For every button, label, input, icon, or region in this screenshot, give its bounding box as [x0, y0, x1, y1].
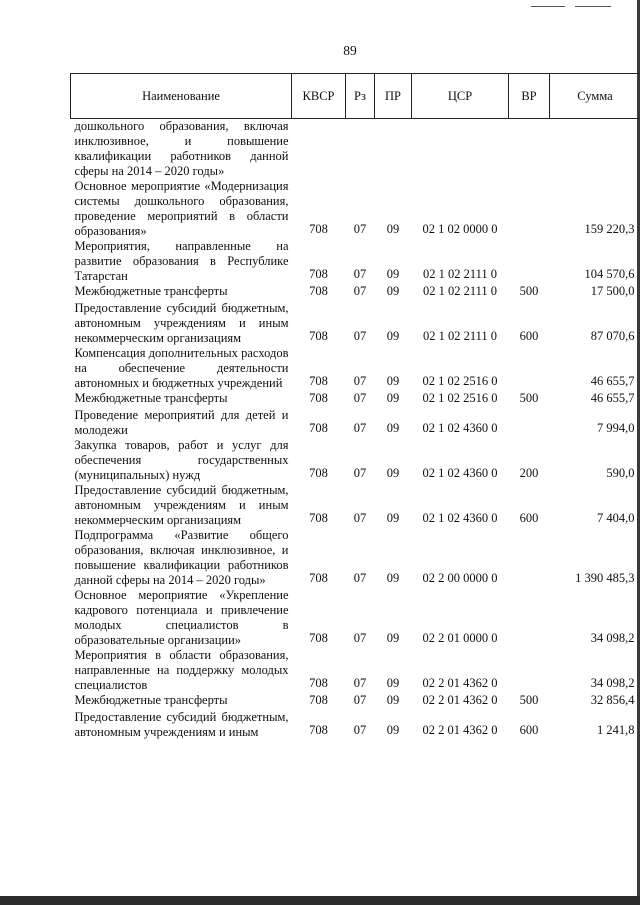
- row-vr: 200: [519, 466, 539, 480]
- row-kvsr: 708: [309, 723, 328, 737]
- row-rz: 07: [353, 723, 367, 737]
- row-name: Основное мероприятие «Модернизация системы дошкольного образования, проведение мероприятий в области образования»: [74, 179, 289, 238]
- row-vr: 500: [519, 693, 539, 707]
- row-vr: [509, 119, 550, 180]
- header-vr: ВР: [509, 74, 550, 119]
- table-row: [71, 239, 640, 284]
- row-csr: [412, 119, 509, 180]
- header-pr: ПР: [375, 74, 412, 119]
- row-rz: 07: [353, 329, 367, 343]
- row-pr: 09: [386, 676, 400, 690]
- row-pr: 09: [386, 222, 400, 236]
- row-name: Проведение мероприятий для детей и молодежи: [74, 408, 289, 437]
- table-row: [71, 284, 640, 301]
- row-pr: 09: [386, 466, 400, 480]
- row-csr: 02 1 02 0000 0: [422, 222, 498, 236]
- row-name: Мероприятия, направленные на развитие образования в Республике Татарстан: [74, 239, 289, 283]
- row-sum: 159 220,3: [584, 222, 635, 236]
- row-rz: 07: [353, 222, 367, 236]
- row-rz: 07: [353, 284, 367, 298]
- row-kvsr: 708: [309, 571, 328, 585]
- row-sum: 34 098,2: [590, 631, 635, 645]
- row-rz: 07: [353, 571, 367, 585]
- row-rz: 07: [353, 421, 367, 435]
- row-kvsr: 708: [309, 421, 328, 435]
- row-pr: 09: [386, 267, 400, 281]
- table-row: [71, 483, 640, 528]
- table-header-row: [71, 74, 640, 119]
- row-csr: 02 2 01 0000 0: [422, 631, 498, 645]
- row-pr: 09: [386, 693, 400, 707]
- row-name: Основное мероприятие «Укрепление кадрового потенциала и привлечение молодых специалистов в образовательные организации»: [74, 588, 289, 647]
- row-rz: 07: [353, 391, 367, 405]
- table-row: [71, 588, 640, 648]
- row-vr: [509, 179, 550, 239]
- row-kvsr: 708: [309, 693, 328, 707]
- header-name: Наименование: [71, 74, 292, 119]
- table-row: [71, 710, 640, 740]
- row-name: Межбюджетные трансферты: [74, 284, 228, 298]
- row-kvsr: [292, 119, 346, 180]
- row-kvsr: 708: [309, 391, 328, 405]
- table-row: [71, 391, 640, 408]
- table-row: [71, 438, 640, 483]
- scan-mark: [531, 6, 565, 7]
- row-csr: 02 1 02 4360 0: [422, 421, 498, 435]
- row-sum: 1 241,8: [597, 723, 635, 737]
- row-vr: [509, 408, 550, 438]
- table-row: [71, 119, 640, 180]
- page-number: 89: [343, 43, 357, 58]
- row-csr: 02 2 01 4362 0: [422, 676, 498, 690]
- row-sum: 590,0: [606, 466, 635, 480]
- row-kvsr: 708: [309, 222, 328, 236]
- row-pr: 09: [386, 631, 400, 645]
- row-name: дошкольного образования, включая инклюзивное, и повышение квалификации работников данной сферы на 2014 – 2020 годы»: [74, 119, 289, 178]
- row-kvsr: 708: [309, 267, 328, 281]
- row-pr: 09: [386, 421, 400, 435]
- row-sum: 46 655,7: [590, 391, 635, 405]
- row-kvsr: 708: [309, 374, 328, 388]
- table-row: [71, 346, 640, 391]
- row-csr: 02 2 01 4362 0: [422, 693, 498, 707]
- row-vr: 500: [519, 284, 539, 298]
- row-kvsr: 708: [309, 466, 328, 480]
- row-sum: 1 390 485,3: [575, 571, 635, 585]
- row-name: Предоставление субсидий бюджетным, автономным учреждениям и иным: [74, 710, 289, 739]
- table-row: [71, 179, 640, 239]
- header-rz: Рз: [346, 74, 375, 119]
- row-vr: [509, 648, 550, 693]
- row-sum: 104 570,6: [584, 267, 635, 281]
- row-name: Предоставление субсидий бюджетным, автономным учреждениям и иным некоммерческим организациям: [74, 301, 289, 345]
- scan-edge: [0, 896, 640, 905]
- row-vr: 600: [519, 511, 539, 525]
- row-vr: [509, 346, 550, 391]
- row-name: Мероприятия в области образования, направленные на поддержку молодых специалистов: [74, 648, 289, 692]
- row-name: Компенсация дополнительных расходов на обеспечение деятельности автономных и бюджетных учреждений: [74, 346, 289, 390]
- row-rz: 07: [353, 267, 367, 281]
- row-pr: 09: [386, 374, 400, 388]
- header-sum: Сумма: [550, 74, 640, 119]
- row-rz: [346, 119, 375, 180]
- row-csr: 02 1 02 2111 0: [422, 329, 498, 343]
- row-csr: 02 1 02 4360 0: [422, 511, 498, 525]
- row-sum: 7 404,0: [597, 511, 635, 525]
- row-vr: [509, 588, 550, 648]
- row-sum: 7 994,0: [597, 421, 635, 435]
- header-csr: ЦСР: [412, 74, 509, 119]
- row-vr: [509, 239, 550, 284]
- row-name: Межбюджетные трансферты: [74, 391, 228, 405]
- header-kvsr: КВСР: [292, 74, 346, 119]
- row-rz: 07: [353, 466, 367, 480]
- row-csr: 02 1 02 2111 0: [422, 267, 498, 281]
- table-row: [71, 648, 640, 693]
- row-rz: 07: [353, 676, 367, 690]
- row-rz: 07: [353, 631, 367, 645]
- row-pr: 09: [386, 511, 400, 525]
- row-name: Межбюджетные трансферты: [74, 693, 228, 707]
- row-name: Подпрограмма «Развитие общего образования, включая инклюзивное, и повышение квалификации работников данной сферы на 2014 – 2020 годы»: [74, 528, 289, 587]
- row-rz: 07: [353, 511, 367, 525]
- row-sum: 32 856,4: [590, 693, 635, 707]
- row-pr: 09: [386, 571, 400, 585]
- row-vr: 600: [519, 329, 539, 343]
- row-sum: 46 655,7: [590, 374, 635, 388]
- table-row: [71, 301, 640, 346]
- budget-table: [70, 73, 640, 740]
- row-csr: 02 1 02 2516 0: [422, 391, 498, 405]
- row-kvsr: 708: [309, 511, 328, 525]
- row-pr: 09: [386, 391, 400, 405]
- row-name: Закупка товаров, работ и услуг для обеспечения государственных (муниципальных) нужд: [74, 438, 289, 482]
- row-kvsr: 708: [309, 329, 328, 343]
- row-sum: 34 098,2: [590, 676, 635, 690]
- row-sum: [550, 119, 640, 180]
- row-csr: 02 1 02 4360 0: [422, 466, 498, 480]
- row-csr: 02 2 00 0000 0: [422, 571, 498, 585]
- row-pr: 09: [386, 723, 400, 737]
- row-name: Предоставление субсидий бюджетным, автономным учреждениям и иным некоммерческим организациям: [74, 483, 289, 527]
- row-vr: [509, 528, 550, 588]
- table-row: [71, 693, 640, 710]
- row-vr: 600: [519, 723, 539, 737]
- row-rz: 07: [353, 374, 367, 388]
- row-kvsr: 708: [309, 631, 328, 645]
- row-pr: 09: [386, 284, 400, 298]
- row-pr: 09: [386, 329, 400, 343]
- scan-mark: [575, 6, 611, 7]
- table-row: [71, 408, 640, 438]
- row-csr: 02 2 01 4362 0: [422, 723, 498, 737]
- row-pr: [375, 119, 412, 180]
- row-kvsr: 708: [309, 284, 328, 298]
- row-csr: 02 1 02 2111 0: [422, 284, 498, 298]
- table-row: [71, 528, 640, 588]
- row-csr: 02 1 02 2516 0: [422, 374, 498, 388]
- row-kvsr: 708: [309, 676, 328, 690]
- row-rz: 07: [353, 693, 367, 707]
- row-sum: 17 500,0: [590, 284, 635, 298]
- row-vr: 500: [519, 391, 539, 405]
- row-sum: 87 070,6: [590, 329, 635, 343]
